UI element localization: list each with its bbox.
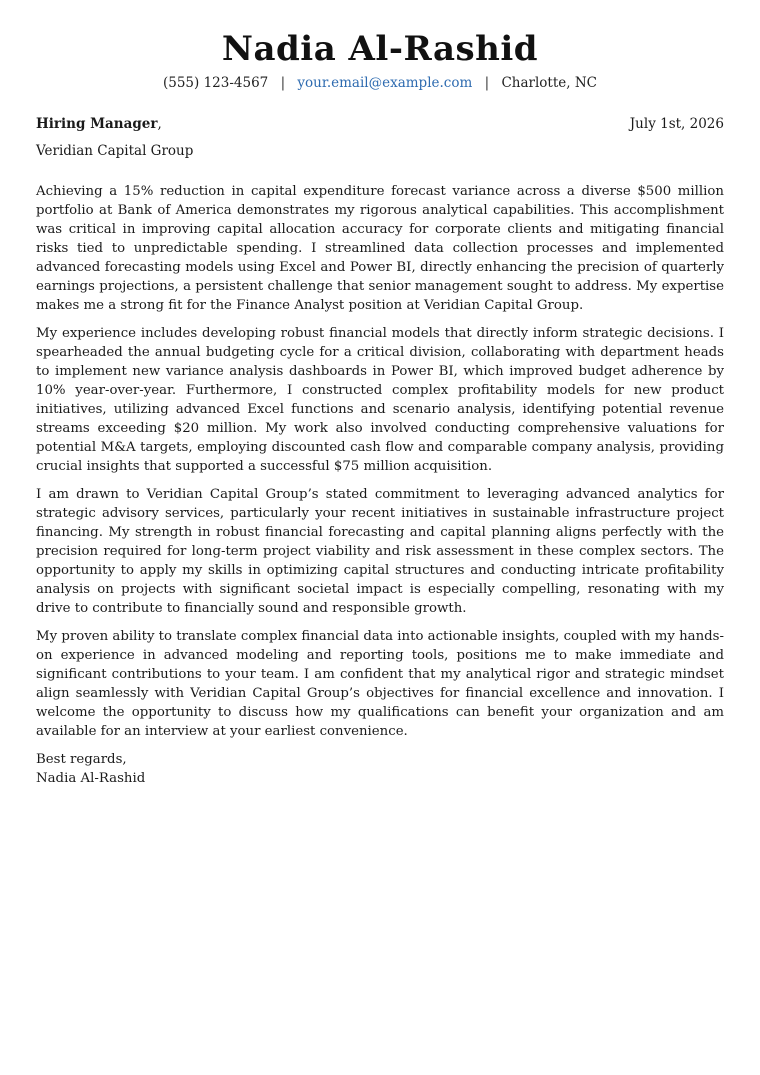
letter-body xyxy=(36,182,724,741)
email-link[interactable]: your.email@example.com xyxy=(297,75,473,91)
closing-phrase: Best regards, xyxy=(36,752,127,767)
recipient-name: Hiring Manager xyxy=(36,116,158,132)
location: Charlotte, NC xyxy=(501,75,597,91)
applicant-name: Nadia Al-Rashid xyxy=(221,29,539,69)
phone-number: (555) 123-4567 xyxy=(162,75,269,91)
recipient-suffix: , xyxy=(157,116,162,132)
contact-line xyxy=(36,74,724,92)
closing-block xyxy=(36,750,724,788)
body-paragraph: Achieving a 15% reduction in capital expenditure forecast variance across a diverse $500 million portfolio at Bank of America demonstrates my rigorous analytical capabilities. This accomplishment was critical in improving capital allocation accuracy for corporate clients and mitigating financial risks tied to unpredictable spending. I streamlined data collection processes and implemented advanced forecasting models using Excel and Power BI, directly enhancing the precision of quarterly earnings projections, a persistent challenge that senior management sought to address. My expertise makes me a strong fit for the Finance Analyst position at Veridian Capital Group. xyxy=(36,184,724,313)
company-name: Veridian Capital Group xyxy=(36,143,194,159)
body-paragraph: I am drawn to Veridian Capital Group’s stated commitment to leveraging advanced analytics for strategic advisory services, particularly your recent initiatives in sustainable infrastructure project financing. My strength in robust financial forecasting and capital planning aligns perfectly with the precision required for long-term project viability and risk assessment in these complex sectors. The opportunity to apply my skills in optimizing capital structures and conducting intricate profitability analysis on projects with significant societal impact is especially compelling, resonating with my drive to contribute to financially sound and responsible growth. xyxy=(36,487,724,616)
recipient-line xyxy=(36,115,162,133)
body-paragraph: My experience includes developing robust financial models that directly inform strategic decisions. I spearheaded the annual budgeting cycle for a critical division, collaborating with department heads to implement new variance analysis dashboards in Power BI, which improved budget adherence by 10% year-over-year. Furthermore, I constructed complex profitability models for new product initiatives, utilizing advanced Excel functions and scenario analysis, identifying potential revenue streams exceeding $20 million. My work also involved conducting comprehensive valuations for potential M&A targets, employing discounted cash flow and comparable company analysis, providing crucial insights that supported a successful $75 million acquisition. xyxy=(36,326,724,474)
contact-separator: | xyxy=(484,75,490,91)
signature-name: Nadia Al-Rashid xyxy=(36,771,146,786)
contact-separator: | xyxy=(280,75,286,91)
letter-date: July 1st, 2026 xyxy=(629,116,724,132)
body-paragraph: My proven ability to translate complex financial data into actionable insights, coupled with my hands-on experience in advanced modeling and reporting tools, positions me to make immediate and significant contributions to your team. I am confident that my analytical rigor and strategic mindset align seamlessly with Veridian Capital Group’s objectives for financial excellence and innovation. I welcome the opportunity to discuss how my qualifications can benefit your organization and am available for an interview at your earliest convenience. xyxy=(36,629,724,739)
recipient-date-row xyxy=(36,115,724,133)
